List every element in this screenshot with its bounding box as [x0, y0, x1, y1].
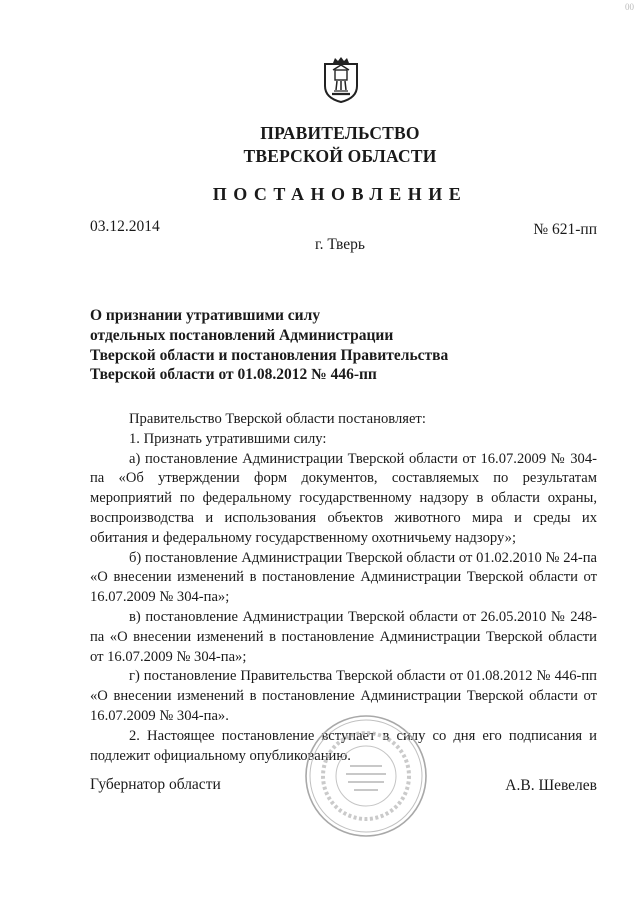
signature-role: Губернатор области: [90, 776, 221, 793]
title-line: отдельных постановлений Администрации: [90, 326, 394, 344]
document-number: № 621-пп: [533, 221, 597, 238]
government-title-line1: ПРАВИТЕЛЬСТВО: [260, 123, 420, 143]
official-seal-icon: [302, 712, 430, 840]
intro-paragraph: Правительство Тверской области постановляет:: [129, 411, 426, 427]
document-city: г. Тверь: [315, 236, 365, 253]
corner-mark: 00: [625, 2, 634, 12]
tver-coat-of-arms-icon: [322, 56, 360, 104]
document-date: 03.12.2014: [90, 218, 160, 235]
item-1-paragraph: 1. Признать утратившими силу:: [129, 430, 327, 447]
subitem-g-paragraph: г) постановление Правительства Тверской области от 01.08.2012 № 446-пп «О внесении изменений в постановление Администрации Тверской области от 16.07.2009 № 304-па».: [90, 668, 597, 724]
subitem-b-paragraph: б) постановление Администрации Тверской области от 01.02.2010 № 24-па «О внесении изменений в постановление Администрации Тверской области от 16.07.2009 № 304-па»;: [90, 549, 597, 606]
title-line: О признании утратившими силу: [90, 307, 321, 324]
document-type-heading: ПОСТАНОВЛЕНИЕ: [212, 184, 468, 204]
subitem-v-paragraph: в) постановление Администрации Тверской области от 26.05.2010 № 248-па «О внесении изменений в постановление Администрации Тверской области от 16.07.2009 № 304-па»;: [90, 608, 597, 665]
item-2-paragraph: 2. Настоящее постановление вступает в силу со дня его подписания и подлежит официальному опубликованию.: [90, 727, 597, 764]
title-line: Тверской области и постановления Правительства: [90, 346, 449, 364]
government-title-line2: ТВЕРСКОЙ ОБЛАСТИ: [243, 146, 437, 166]
subitem-a-paragraph: а) постановление Администрации Тверской области от 16.07.2009 № 304-па «Об утверждении форм документов, составляемых по результатам мероприятий по федеральному государственному надзору в области охраны, воспроизводства и использования объектов животного мира и среды их обитания и федеральному государственному охотничьему надзору»;: [90, 450, 597, 546]
title-line: Тверской области от 01.08.2012 № 446-пп: [90, 366, 377, 384]
signature-name: А.В. Шевелев: [505, 777, 597, 794]
document-title: [90, 306, 470, 385]
